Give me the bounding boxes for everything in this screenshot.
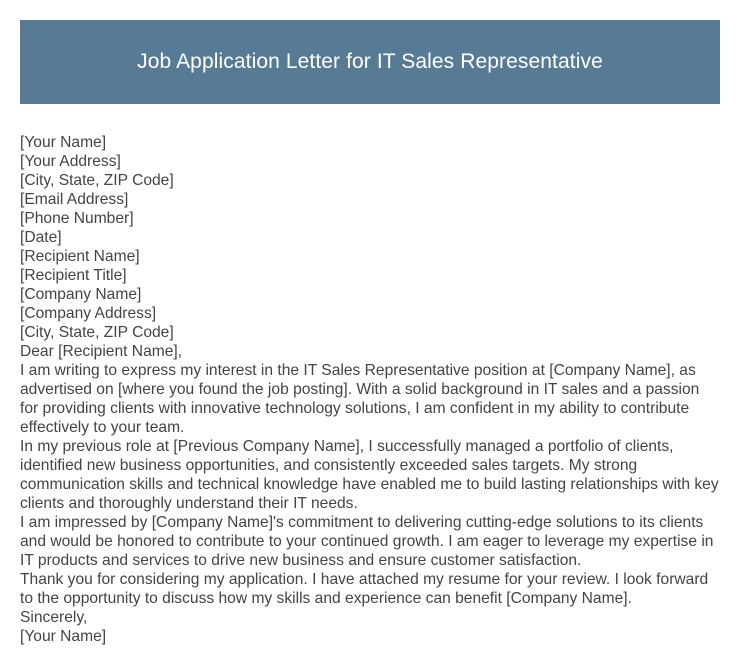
recipient-company-address: [Company Address]	[20, 305, 157, 322]
title-banner	[20, 20, 720, 104]
page-title: Job Application Letter for IT Sales Representative	[137, 50, 603, 73]
recipient-company: [Company Name]	[20, 286, 142, 303]
signature: [Your Name]	[20, 628, 107, 645]
closing: Sincerely,	[20, 609, 88, 626]
sender-block	[20, 133, 720, 247]
letter-body	[20, 133, 720, 646]
recipient-name: [Recipient Name]	[20, 248, 140, 265]
letter-date: [Date]	[20, 229, 62, 246]
sender-city-state-zip: [City, State, ZIP Code]	[20, 172, 174, 189]
sender-email: [Email Address]	[20, 191, 129, 208]
body-paragraph-closing: Thank you for considering my application. I have attached my resume for your review. I look forward to the opportunity to discuss how my skills and experience can benefit [Company Name].	[20, 571, 709, 607]
recipient-city-state-zip: [City, State, ZIP Code]	[20, 324, 174, 341]
recipient-block	[20, 247, 720, 342]
body-paragraph-motivation: I am impressed by [Company Name]'s commitment to delivering cutting-edge solutions to its clients and would be honored to contribute to your continued growth. I am eager to leverage my expertise in IT products and services to drive new business and ensure customer satisfaction.	[20, 514, 714, 569]
body-paragraph-intro: I am writing to express my interest in the IT Sales Representative position at [Company Name], as advertised on [where you found the job posting]. With a solid background in IT sales and a passion for providing clients with innovative technology solutions, I am confident in my ability to contribute effectively to your team.	[20, 362, 700, 436]
body-paragraph-experience: In my previous role at [Previous Company Name], I successfully managed a portfolio of clients, identified new business opportunities, and consistently exceeded sales targets. My strong communication skills and technical knowledge have enabled me to build lasting relationships with key clients and thoroughly understand their IT needs.	[20, 438, 719, 512]
salutation: Dear [Recipient Name],	[20, 343, 183, 360]
sender-address: [Your Address]	[20, 153, 121, 170]
sender-phone: [Phone Number]	[20, 210, 134, 227]
recipient-title: [Recipient Title]	[20, 267, 127, 284]
sender-name: [Your Name]	[20, 134, 107, 151]
